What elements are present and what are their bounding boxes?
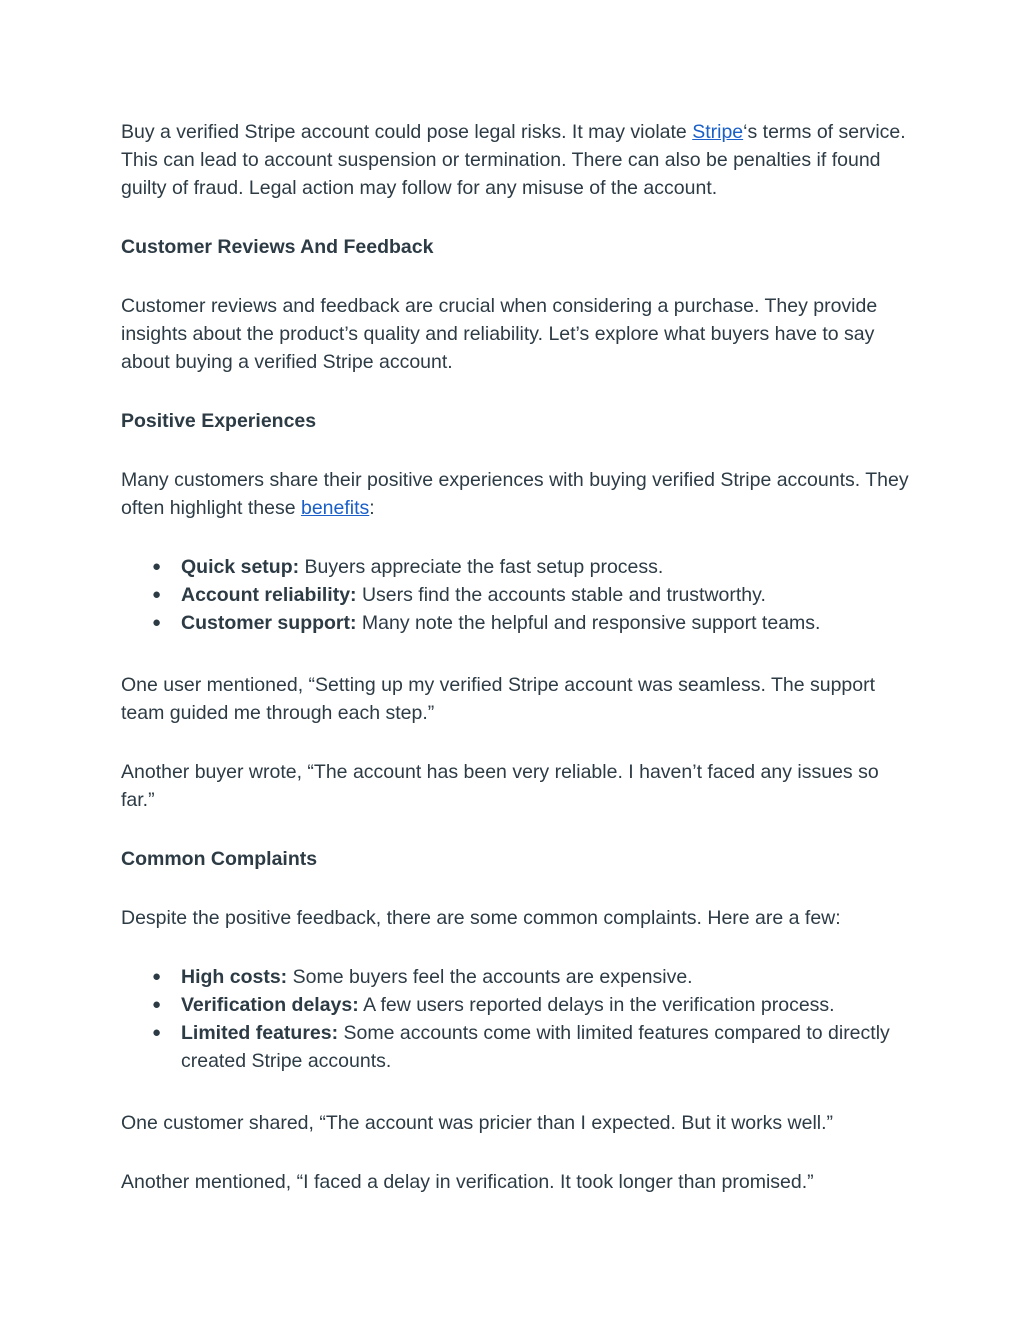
bullet-icon: ●	[152, 996, 162, 1013]
complaints-intro-paragraph: Despite the positive feedback, there are some common complaints. Here are a few:	[121, 907, 841, 929]
benefits-link[interactable]: benefits	[300, 497, 370, 519]
bullet-icon: ●	[152, 586, 162, 603]
bullet-icon: ●	[152, 614, 162, 631]
legal-risks-paragraph: Buy a verified Stripe account could pose legal risks. It may violate Stripe‘s terms of service. This can lead to account suspension or termination. There can also be penalties if found guilty of fraud. Legal action may follow for any misuse of the account.	[121, 121, 906, 199]
list-item: ● Customer support: Many note the helpful and responsive support teams.	[121, 609, 911, 637]
list-item: ● Verification delays: A few users reported delays in the verification process.	[121, 991, 911, 1019]
bullet-icon: ●	[152, 968, 162, 985]
stripe-link[interactable]: Stripe	[692, 121, 744, 143]
list-item: ● Limited features: Some accounts come with limited features compared to directly created Stripe accounts.	[121, 1019, 911, 1075]
complaints-heading: Common Complaints	[121, 848, 318, 870]
list-item: ● Account reliability: Users find the accounts stable and trustworthy.	[121, 581, 911, 609]
complaints-list	[121, 963, 911, 1075]
positive-list	[121, 553, 911, 637]
reviews-heading: Customer Reviews And Feedback	[121, 236, 434, 258]
complaint-quote-1: One customer shared, “The account was pricier than I expected. But it works well.”	[121, 1112, 834, 1134]
list-item: ● High costs: Some buyers feel the accounts are expensive.	[121, 963, 911, 991]
positive-heading: Positive Experiences	[121, 410, 317, 432]
complaint-quote-2: Another mentioned, “I faced a delay in verification. It took longer than promised.”	[121, 1171, 814, 1193]
bullet-icon: ●	[152, 558, 162, 575]
positive-quote-1: One user mentioned, “Setting up my verified Stripe account was seamless. The support team guided me through each step.”	[121, 674, 876, 724]
reviews-intro-paragraph: Customer reviews and feedback are crucial when considering a purchase. They provide insights about the product’s quality and reliability. Let’s explore what buyers have to say about buying a verified Stripe account.	[121, 295, 878, 373]
positive-intro-paragraph: Many customers share their positive experiences with buying verified Stripe accounts. They often highlight these benefits:	[121, 469, 909, 519]
document-page	[121, 118, 911, 1196]
bullet-icon: ●	[152, 1024, 162, 1041]
positive-quote-2: Another buyer wrote, “The account has been very reliable. I haven’t faced any issues so far.”	[121, 761, 879, 811]
list-item: ● Quick setup: Buyers appreciate the fast setup process.	[121, 553, 911, 581]
